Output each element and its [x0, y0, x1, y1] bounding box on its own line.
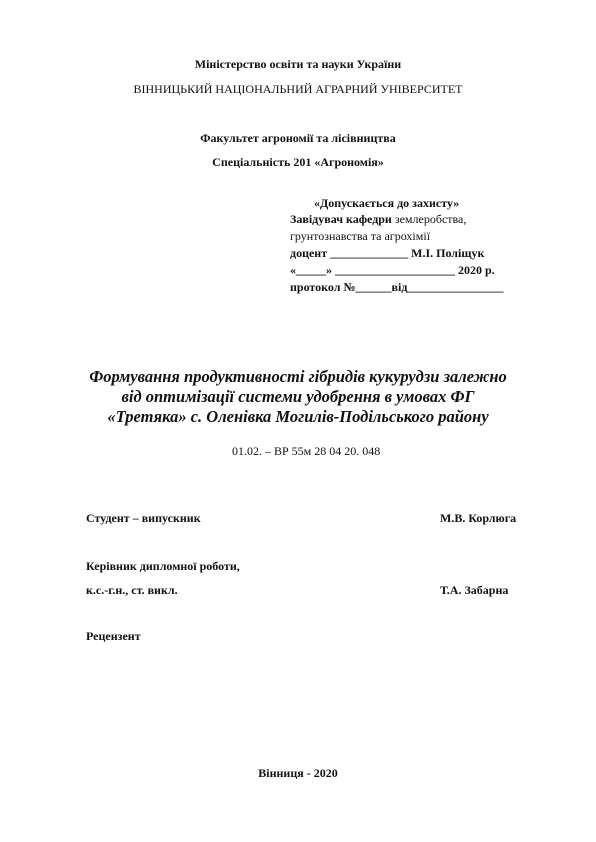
ministry-line: Міністерство освіти та науки України [194, 57, 402, 71]
supervisor-name: Т.А. Забарна [440, 583, 509, 597]
student-label: Студент – випускник [86, 511, 201, 525]
university-line: ВІННИЦЬКИЙ НАЦІОНАЛЬНИЙ АГРАРНИЙ УНІВЕРСИТЕТ [133, 82, 463, 96]
reviewer-label: Рецензент [86, 629, 141, 643]
city-year: Вінниця - 2020 [258, 766, 338, 780]
thesis-title-line-3: «Третяка» с. Оленівка Могилів-Подільського району [107, 407, 489, 426]
supervisor-rank: к.с.-г.н., ст. викл. [86, 583, 178, 597]
student-name: М.В. Корлюга [440, 511, 517, 525]
thesis-title [0, 367, 596, 427]
specialty-line: Спеціальність 201 «Агрономія» [212, 155, 384, 169]
department-name: землеробства, [394, 212, 467, 226]
faculty-line: Факультет агрономії та лісівництва [200, 131, 396, 145]
department-name-continued: грунтознавства та агрохімії [290, 229, 431, 243]
protocol-line: протокол №______від________________ [290, 280, 504, 294]
supervisor-label: Керівник дипломної роботи, [86, 559, 240, 573]
thesis-title-line-1: Формування продуктивності гібридів кукурудзи залежно [89, 367, 507, 386]
thesis-title-line-2: від оптимізації системи удобрення в умовах ФГ [121, 387, 475, 406]
document-code: 01.02. – ВР 55м 28 04 20. 048 [232, 444, 381, 458]
position-signature-line: доцент _____________ М.І. Поліщук [290, 246, 485, 260]
approval-heading: «Допускається до захисту» [314, 196, 460, 210]
date-line: «_____» ____________________ 2020 р. [290, 263, 495, 277]
head-of-department-line [290, 212, 466, 227]
head-label: Завідувач кафедри [290, 212, 392, 226]
